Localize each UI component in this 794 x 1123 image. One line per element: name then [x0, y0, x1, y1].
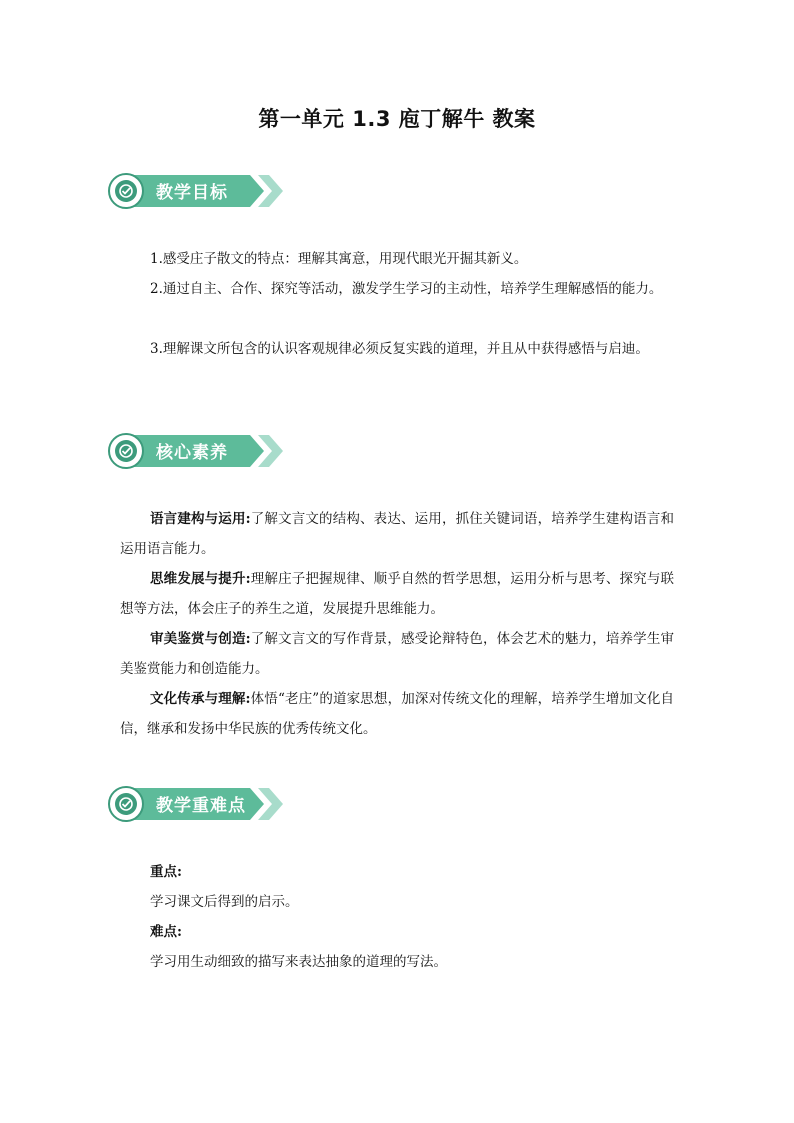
literacy-text: 了解文言文的写作背景，感受论辩特色，体会艺术的魅力，培养学生审美鉴赏能力和创造能力。	[120, 631, 675, 677]
section-label: 教学重难点	[156, 796, 246, 816]
literacy-item-2	[120, 564, 674, 624]
key-point-text: 学习课文后得到的启示。	[150, 894, 299, 910]
section-label: 教学目标	[156, 183, 228, 203]
literacy-term: 思维发展与提升:	[150, 571, 251, 587]
section-header-goals	[108, 171, 283, 211]
goal-item-1: 1.感受庄子散文的特点：理解其寓意，用现代眼光开掘其新义。	[150, 251, 528, 267]
key-point-label: 重点:	[150, 864, 182, 880]
literacy-text: 了解文言文的结构、表达、运用，抓住关键词语，培养学生建构语言和运用语言能力。	[120, 511, 675, 557]
literacy-text: 体悟“老庄”的道家思想，加深对传统文化的理解，培养学生增加文化自信，继承和发扬中华民族的优秀传统文化。	[120, 691, 674, 737]
literacy-term: 语言建构与运用:	[150, 511, 251, 527]
difficulty-text: 学习用生动细致的描写来表达抽象的道理的写法。	[150, 954, 447, 970]
literacy-item-4	[120, 684, 674, 744]
literacy-text: 理解庄子把握规律、顺乎自然的哲学思想，运用分析与思考、探究与联想等方法，体会庄子的养生之道，发展提升思维能力。	[120, 571, 675, 617]
difficulty-label: 难点:	[150, 924, 182, 940]
goal-item-2: 2.通过自主、合作、探究等活动，激发学生学习的主动性，培养学生理解感悟的能力。	[150, 281, 663, 297]
literacy-term: 审美鉴赏与创造:	[150, 631, 251, 647]
literacy-item-1	[120, 504, 674, 564]
page-title: 第一单元 1.3 庖丁解牛 教案	[258, 107, 536, 131]
literacy-term: 文化传承与理解:	[150, 691, 251, 707]
literacy-item-3	[120, 624, 674, 684]
section-header-literacy	[108, 431, 283, 471]
section-header-keypoints	[108, 784, 283, 824]
goal-item-3: 3.理解课文所包含的认识客观规律必须反复实践的道理，并且从中获得感悟与启迪。	[150, 341, 649, 357]
section-label: 核心素养	[156, 443, 228, 463]
